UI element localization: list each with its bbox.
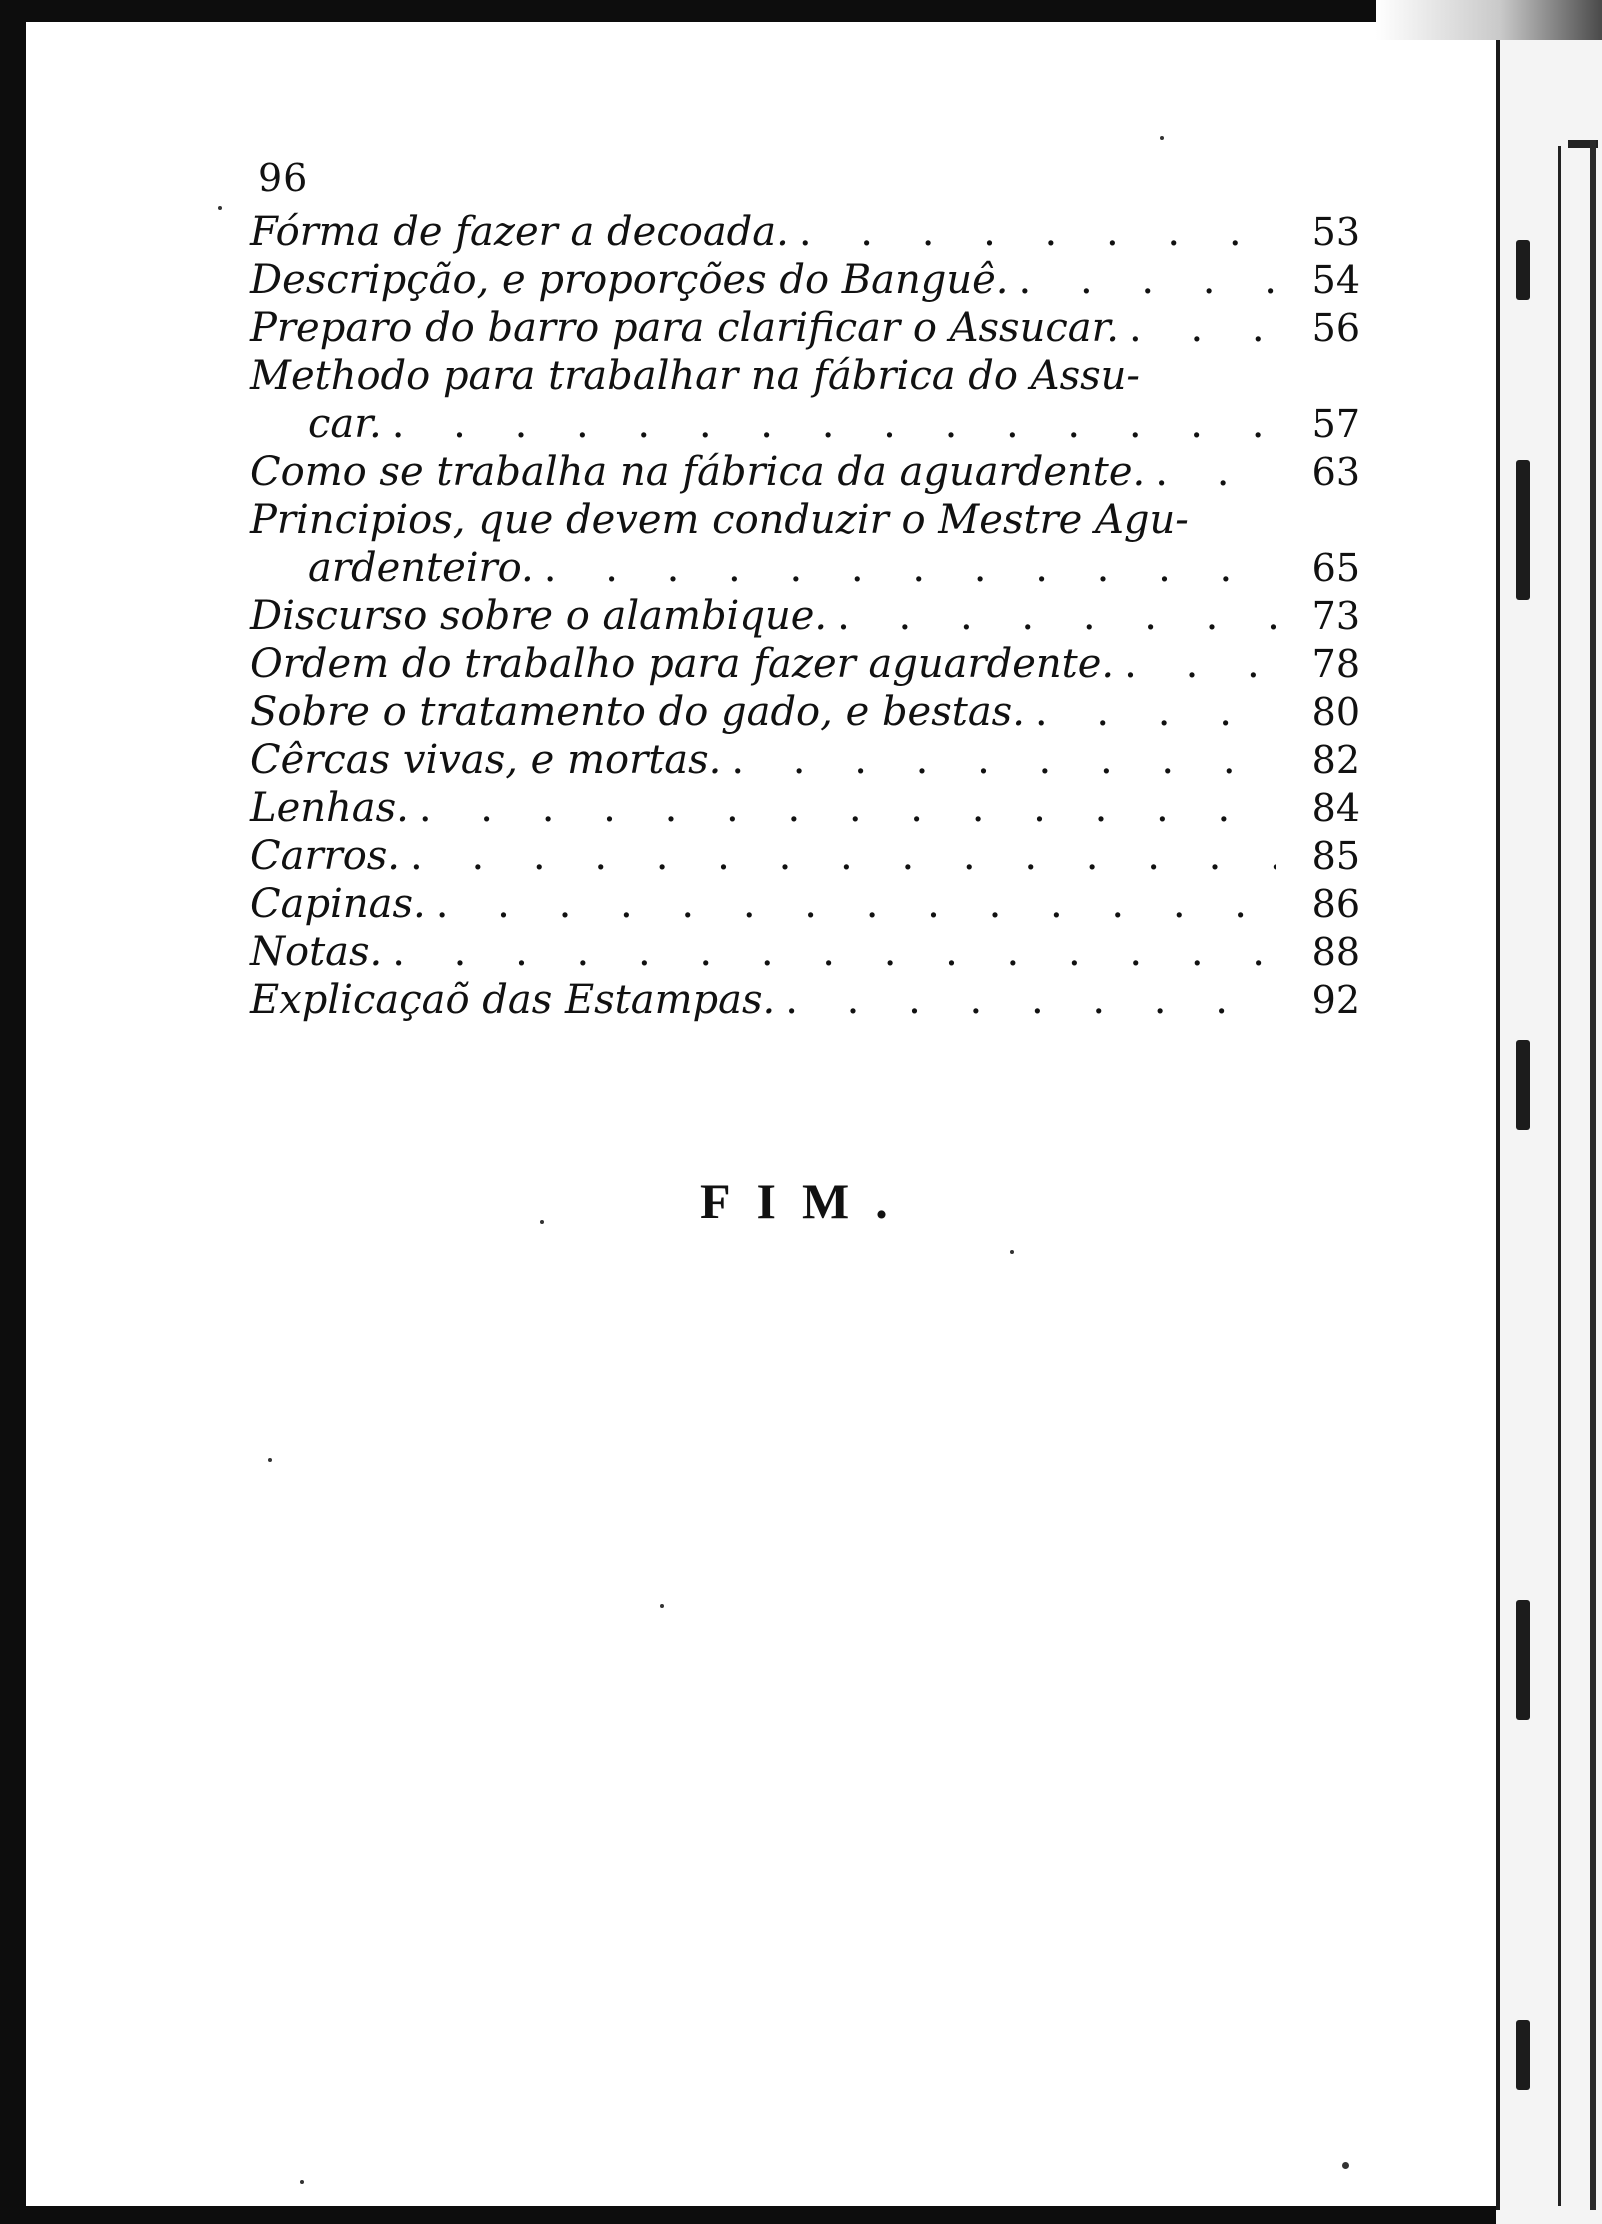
toc-entry-line bbox=[250, 448, 1360, 496]
toc-entry-line bbox=[250, 832, 1360, 880]
toc-entry bbox=[250, 784, 1360, 832]
dot-leader bbox=[785, 976, 1276, 1024]
binding-smear bbox=[1516, 2020, 1530, 2090]
toc-entry bbox=[250, 976, 1360, 1024]
toc-entry-title: Principios, que devem conduzir o Mestre Agu- bbox=[250, 497, 1189, 543]
print-speck bbox=[218, 206, 222, 210]
toc-entry-page: 80 bbox=[1311, 690, 1360, 734]
binding-corner-shadow bbox=[1376, 0, 1602, 40]
binding-smear bbox=[1516, 460, 1530, 600]
toc-entry-line bbox=[250, 304, 1360, 352]
toc-entry-line bbox=[250, 928, 1360, 976]
dot-leader bbox=[1035, 688, 1276, 736]
toc-entry-title: Notas. bbox=[250, 929, 383, 975]
binding-smear bbox=[1516, 1600, 1530, 1720]
toc-entry-page: 84 bbox=[1311, 786, 1360, 830]
scan-border-bottom bbox=[0, 2206, 1602, 2224]
print-speck bbox=[1160, 136, 1164, 140]
toc-entry bbox=[250, 448, 1360, 496]
dot-leader bbox=[799, 208, 1276, 256]
print-speck bbox=[540, 1220, 544, 1224]
toc-entry-title: Fórma de fazer a decoada. bbox=[250, 209, 789, 255]
binding-rule bbox=[1590, 140, 1596, 2210]
toc-entry-title: car. bbox=[308, 401, 382, 447]
toc-entry-line bbox=[250, 256, 1360, 304]
toc-entry bbox=[250, 928, 1360, 976]
dot-leader bbox=[1155, 448, 1276, 496]
print-speck bbox=[1342, 2162, 1349, 2169]
colophon-fim: FIM. bbox=[700, 1173, 914, 1229]
toc-entry-page: 63 bbox=[1311, 450, 1360, 494]
dot-leader bbox=[731, 736, 1276, 784]
toc-entry bbox=[250, 880, 1360, 928]
dot-leader bbox=[1124, 640, 1276, 688]
toc-entry-title: Descripção, e proporções do Banguê. bbox=[250, 257, 1009, 303]
toc-entry-page: 92 bbox=[1311, 978, 1360, 1022]
toc-entry-page: 88 bbox=[1311, 930, 1360, 974]
binding-smear bbox=[1516, 1040, 1530, 1130]
table-of-contents bbox=[250, 208, 1360, 1024]
toc-entry bbox=[250, 304, 1360, 352]
scan-border-top bbox=[0, 0, 1602, 22]
toc-entry bbox=[250, 208, 1360, 256]
binding-smear bbox=[1516, 240, 1530, 300]
toc-entry-line bbox=[250, 640, 1360, 688]
toc-entry-line bbox=[250, 544, 1360, 592]
toc-entry-title: Explicaçaõ das Estampas. bbox=[250, 977, 776, 1023]
toc-entry-line bbox=[250, 208, 1360, 256]
toc-entry bbox=[250, 592, 1360, 640]
toc-entry-line bbox=[250, 736, 1360, 784]
toc-entry-title: Preparo do barro para clarificar o Assucar. bbox=[250, 305, 1120, 351]
toc-entry-line bbox=[250, 880, 1360, 928]
toc-entry-page: 65 bbox=[1311, 546, 1360, 590]
toc-entry bbox=[250, 688, 1360, 736]
toc-entry-page: 56 bbox=[1311, 306, 1360, 350]
toc-entry-title: Discurso sobre o alambique. bbox=[250, 593, 828, 639]
toc-entry-title: ardenteiro. bbox=[308, 545, 534, 591]
toc-entry-title: Ordem do trabalho para fazer aguardente. bbox=[250, 641, 1115, 687]
toc-entry-page: 53 bbox=[1311, 210, 1360, 254]
binding-rule bbox=[1496, 40, 1500, 2210]
dot-leader bbox=[1129, 304, 1276, 352]
toc-entry-page: 82 bbox=[1311, 738, 1360, 782]
dot-leader bbox=[392, 400, 1276, 448]
toc-entry bbox=[250, 640, 1360, 688]
print-speck bbox=[660, 1604, 664, 1608]
toc-entry-title: Lenhas. bbox=[250, 785, 409, 831]
toc-entry bbox=[250, 496, 1360, 592]
page-number: 96 bbox=[258, 156, 309, 200]
toc-entry-page: 57 bbox=[1311, 402, 1360, 446]
book-binding-edge bbox=[1496, 40, 1602, 2224]
toc-entry-title: Carros. bbox=[250, 833, 401, 879]
dot-leader bbox=[544, 544, 1276, 592]
toc-entry-title: Cêrcas vivas, e mortas. bbox=[250, 737, 722, 783]
toc-entry-title: Sobre o tratamento do gado, e bestas. bbox=[250, 689, 1025, 735]
toc-entry-line bbox=[250, 592, 1360, 640]
binding-rule bbox=[1558, 146, 1561, 2206]
toc-entry-line bbox=[250, 976, 1360, 1024]
toc-entry-page: 73 bbox=[1311, 594, 1360, 638]
toc-entry-line bbox=[250, 352, 1360, 400]
toc-entry bbox=[250, 352, 1360, 448]
toc-entry bbox=[250, 736, 1360, 784]
dot-leader bbox=[410, 832, 1276, 880]
toc-entry-line bbox=[250, 688, 1360, 736]
toc-entry bbox=[250, 256, 1360, 304]
dot-leader bbox=[837, 592, 1276, 640]
print-speck bbox=[268, 1458, 272, 1462]
toc-entry-page: 78 bbox=[1311, 642, 1360, 686]
toc-entry-line bbox=[250, 496, 1360, 544]
dot-leader bbox=[1019, 256, 1276, 304]
dot-leader bbox=[392, 928, 1276, 976]
toc-entry-title: Methodo para trabalhar na fábrica do Assu- bbox=[250, 353, 1140, 399]
toc-entry-title: Capinas. bbox=[250, 881, 426, 927]
print-speck bbox=[1010, 1250, 1014, 1254]
toc-entry-page: 86 bbox=[1311, 882, 1360, 926]
toc-entry-page: 54 bbox=[1311, 258, 1360, 302]
toc-entry-line bbox=[250, 784, 1360, 832]
toc-entry-title: Como se trabalha na fábrica da aguardente. bbox=[250, 449, 1146, 495]
dot-leader bbox=[436, 880, 1276, 928]
dot-leader bbox=[419, 784, 1276, 832]
scan-border-left bbox=[0, 0, 26, 2224]
toc-entry bbox=[250, 832, 1360, 880]
toc-entry-line bbox=[250, 400, 1360, 448]
toc-entry-page: 85 bbox=[1311, 834, 1360, 878]
print-speck bbox=[300, 2180, 304, 2184]
